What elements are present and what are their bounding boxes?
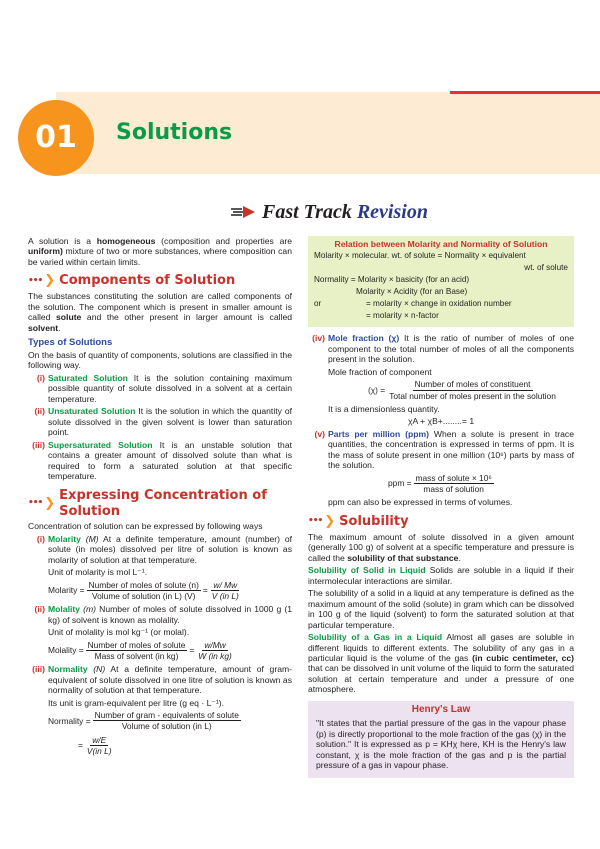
dots-icon: ••• (28, 275, 43, 286)
chevron-right-icon: ❯ (44, 495, 56, 511)
components-paragraph: The substances constituting the solution are called components of the solution. The component which is present in smaller amount is called solute and the other present in larger amount is called solvent. (28, 291, 292, 333)
molality-item: (ii) Molality (m) Number of moles of solute dissolved in 1000 g (1 kg) of solvent is known as molality. (34, 604, 292, 625)
molality-formula: Molality = $\frac{\text{Number of moles of solute}}{\text{Mass of solvent (in kg)}}$ = $\frac{w/Mw}{\text{W (in kg)}}$ (48, 639, 232, 661)
left-column (28, 236, 292, 759)
dots-icon: ••• (28, 498, 43, 509)
normality-formula: Normality = $\frac{\text{Number of gram - equivalents of solute}}{\text{Volume of solution (in L)}}$ (48, 710, 239, 732)
molarity-item: (i) Molarity (M) At a definite temperature, amount (number) of solute (in moles) dissolved per litre of solution is known as molarity of solution at that temperature. (36, 533, 292, 565)
chevron-right-icon: ❯ (44, 273, 56, 289)
relation-line: Normality = Molarity × basicity (for an acid) (314, 275, 470, 285)
molality-unit: Unit of molality is mol kg⁻¹ (or molal). (48, 627, 190, 638)
components-heading: ••• ❯ Components of Solution (28, 273, 236, 289)
mole-fraction-label: Mole fraction of component (328, 366, 432, 377)
normality-formula-alt: = $\frac{w/E}{\text{V(in L)}}$ (78, 734, 112, 756)
relation-line: or = molarity × change in oxidation number (314, 299, 512, 309)
ppm-formula: ppm = $\frac{\text{mass of solute × 10⁶}}{\text{mass of solution}}$ (388, 472, 492, 495)
relation-heading: Relation between Molarity and Normality of Solution (334, 239, 548, 249)
relation-line: wt. of solute (524, 263, 568, 273)
solid-solubility-definition: The solubility of a solid in a liquid at any temperature is defined as the maximum amount of the solid (solute) in gram which can be dissolved in 100 g of the liquid (solvent) to form the saturated solution at that particular temperature. (308, 588, 574, 630)
henrys-law-text: "It states that the partial pressure of the gas in the vapour phase (p) is directly proportional to the mole fraction of the gas (χ) in the solution." It is expressed as p = KHχ here, KH is the Henry's law constant, χ is the mole fraction of the gas and p is the partial pressure of a gas in vapour phase. (316, 718, 566, 771)
chevron-right-icon: ❯ (324, 513, 336, 529)
types-heading: Types of Solutions (28, 337, 113, 349)
normality-unit: Its unit is gram-equivalent per litre (g eq · L⁻¹). (48, 697, 224, 708)
mole-fraction-item: (iv) Mole fraction (χ) It is the ratio of number of moles of one component to the total number of moles of all the components present in the solution. (312, 333, 574, 365)
solubility-paragraph: The maximum amount of solute dissolved in a given amount (generally 100 g) of solvent at a specific temperature and pressure is called the solubility of that substance. (308, 531, 574, 563)
relation-line: Molarity × molecular. wt. of solute = Normality × equivalent (314, 251, 526, 261)
mole-fraction-formula: (χ) = $\frac{\text{Number of moles of constituent}}{\text{Total number of moles present in the solution}}$ (368, 379, 556, 401)
relation-box (308, 236, 574, 327)
ppm-item: (v) Parts per million (ppm) When a solute is present in trace quantities, the concentration is expressed in terms of ppm. It is the mass of solute present in one million (10⁶) parts by mass of the solution. (314, 428, 574, 471)
relation-line: = molarity × n-factor (366, 311, 439, 321)
list-item: (iii) Supersaturated Solution It is an unstable solution that contains a greater amount of dissolved solute than what is required to form a saturated solution at that specific temperature. (32, 439, 293, 482)
chapter-number-badge: 01 (18, 100, 94, 176)
fast-arrow-icon (230, 204, 256, 220)
molarity-unit: Unit of molarity is mol L⁻¹. (48, 567, 148, 578)
dots-icon: ••• (308, 516, 323, 527)
banner-accent-line (450, 91, 600, 94)
section-header-part2: Revision (356, 201, 428, 223)
concentration-heading: ••• ❯ Expressing Concentration of Solution (28, 487, 267, 519)
henrys-law-heading: Henry's Law (411, 703, 471, 715)
mole-fraction-sum: χA + χB+........= 1 (408, 416, 475, 427)
ppm-note: ppm can also be expressed in terms of volumes. (328, 497, 513, 508)
section-header-part1: Fast Track (262, 201, 352, 223)
solubility-heading: ••• ❯ Solubility (308, 513, 409, 529)
list-item: (i) Saturated Solution It is the solution containing maximum possible quantity of solute dissolved in a solvent at a certain temperature. (36, 372, 292, 404)
henrys-law-box (308, 701, 574, 778)
molarity-formula: Molarity = $\frac{\text{Number of moles of solute (n)}}{\text{Volume of solution (in L) (V)}}$ = $\frac{w/ Mw}{\text{V (in L)}}$ (48, 579, 239, 602)
normality-item: (iii) Normality (N) At a definite temperature, amount of gram-equivalent of solute dissolved in one litre of solution is known as normality of solution at that temperature. (32, 664, 292, 696)
mole-fraction-note: It is a dimensionless quantity. (328, 403, 440, 414)
list-item: (ii) Unsaturated Solution It is the solution in which the quantity of solute dissolved in the given solvent is lower than saturation point. (34, 406, 292, 438)
intro-paragraph: A solution is a homogeneous (composition and properties are uniform) mixture of two or more substances, where composition can be varied within certain limits. (28, 236, 292, 267)
chapter-title: Solutions (116, 120, 233, 145)
right-column (308, 236, 574, 778)
types-intro: On the basis of quantity of components, solutions are classified in the following way. (28, 349, 292, 371)
relation-line: Molarity × Acidity (for an Base) (356, 287, 468, 297)
solid-in-liquid-paragraph: Solubility of Solid in Liquid Solids are soluble in a liquid if their intermolecular interactions are similar. (308, 565, 574, 586)
concentration-intro: Concentration of solution can be expressed by following ways (28, 521, 263, 532)
gas-in-liquid-paragraph: Solubility of a Gas in a Liquid Almost all gases are soluble in different liquids to different extents. The solubility of any gas in a particular liquid is the volume of the gas (in cubic centimeter, cc) that can be dissolved in unit volume of the liquid to form the saturated solution at certain temperature and under a pressure of one atmosphere. (308, 632, 575, 695)
section-header (230, 200, 428, 224)
